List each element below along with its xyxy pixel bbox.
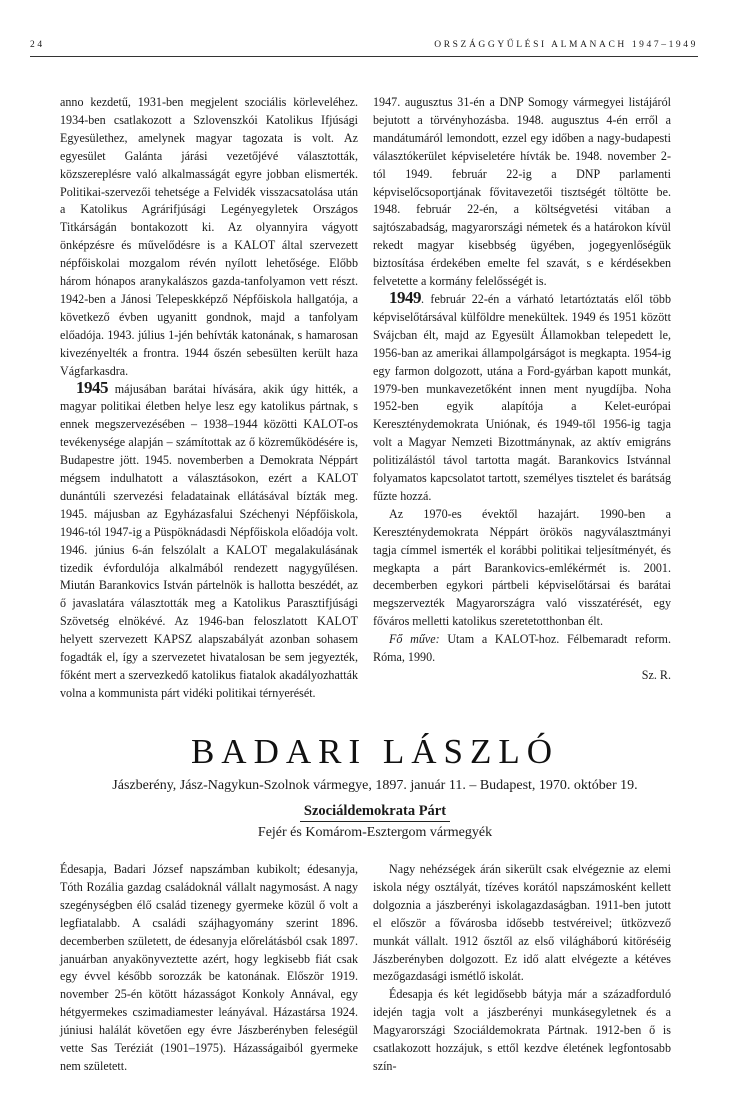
paragraph-text: . február 22-én a várható letartóztatás elől több képviselőtársával külföldre menekültek. 1949 és 1951 között Svájcban élt, majd az Egyesült Államokban telepedett le, 1956-ban az amerikai állampolgárságot is megkapta. 1954-ig egy farmon dolgozott, utána a Ford-gyárban kapott munkát, 1979-ben munkavezetőként innen ment nyugdíjba. Noha 1952-ben egyik alapítója a Kelet-európai Kereszténydemokrata Uniónak, és 1949-től 1956-ig tagja volt a Magyar Nemzeti Bizottmánynak, az aktív emigráns politizálástól távol tartotta magát. Barankovics Istvánnal folyamatos kapcsolatot tartott, személyes tisztelet és barátság fűzte hozzá. [373, 291, 671, 503]
bio-birth-death: Jászberény, Jász-Nagykun-Szolnok vármegye, 1897. január 11. – Budapest, 1970. október 19. [112, 778, 638, 793]
paragraph [373, 287, 671, 506]
paragraph: Nagy nehézségek árán sikerült csak elvégeznie az elemi iskola négy osztályát, tízéves korától napszámosként kellett dolgoznia a jászberényi iskolagazdaságban. 1911-ben jutott el először a fővárosba idősebb testvéreivel; ütközvező munkát vállalt. 1912 ősztől az első világháború kitöréséig Jászberényben dolgozott. Ez idő alatt elvégezte a kétéves mezőgazdasági ismétlő iskolát. [373, 862, 671, 984]
column-top-left [60, 94, 358, 704]
works-paragraph [373, 631, 671, 667]
bio-party: Szociáldemokrata Párt [300, 802, 450, 822]
paragraph: Édesapja, Badari József napszámban kubikolt; édesanyja, Tóth Rozália gazdag családoknál vállalt nagymosást. A nagy szegénységben élő család tizenegy gyermeke közül ő volt a legfiatalabb. A családi szájhagyomány szerint 1896. decemberben született, de édesanyja előrelátásból csak 1897. januárban anyakönyveztette azért, hogy legkisebb fiát csak egy évvel később sorozzák be katonának. Először 1919. november 25-én kötött házasságot Konkoly Annával, egy hétgyermekes cszimadiamester leányával. Házastársa 1924. júniusi halálát követően egy évre Jászberényben feleségül vette Sas Teréziát (1901–1975). Házasságaiból gyermeke nem született. [60, 862, 358, 1073]
works-text: Utam a KALOT-hoz. Félbemaradt reform. Róma, 1990. [373, 632, 671, 665]
author-signature: Sz. R. [641, 668, 671, 682]
column-bottom-right [373, 861, 671, 1081]
paragraph [60, 377, 358, 703]
year-initial: 1945 [76, 377, 108, 397]
publication-title: ORSZÁGGYŰLÉSI ALMANACH 1947–1949 [434, 40, 698, 50]
paragraph: anno kezdetű, 1931-ben megjelent szociális körleveléhez. 1934-ben csatlakozott a Szlovenszkói Katolikus Ifjúsági Egyesülethez, amelynek magyar tagozata is volt. Az egyesület Galánta járási vezetőjévé választották, közszereplésre való alkalmasságát egyre jobban elismerték. Politikai-szervezői tehetsége a Felvidék visszacsatolása után a Katolikus Agrárifjúsági Legényegyletek Országos Titkárságán bontakozott ki. Az olyannyira vágyott önképzésre és művelődésre is a KALOT által szervezett népfőiskolai mozgalom révén nyílott lehetősége. Előbb három hónapos aranykalászos gazda-tanfolyamon vett részt. 1942-ben a Jánosi Telepeskképző Népfőiskola hallgatója, a következő évben ugyanitt gondnok, majd a tanfolyam előadója. 1943. július 1-jén behívták katonának, s hamarosan kivezényelték a frontra. 1944 őszén sebesülten került haza Vágfarkasdra. [60, 95, 358, 378]
bio-counties: Fejér és Komárom-Esztergom vármegyék [257, 825, 493, 840]
bio-party-line [40, 802, 710, 822]
running-header [30, 40, 698, 57]
year-initial: 1949 [389, 287, 421, 307]
paragraph: Édesapja és két legidősebb bátyja már a századforduló idején tagja volt a jászberényi munkásegyletnek és a Magyarországi Szociáldemokrata Pártnak. 1912-ben ő is csatlakozott hozzájuk, s ettől kezdve életének legfontosabb szín- [373, 987, 671, 1073]
page-number: 24 [30, 40, 45, 50]
column-top-right [373, 94, 671, 684]
column-bottom-left [60, 861, 358, 1081]
bio-name: BADARI LÁSZLÓ [190, 732, 560, 771]
paragraph: 1947. augusztus 31-én a DNP Somogy vármegyei listájáról bejutott a törvényhozásba. 1948. augusztus 4-én erről a mandátumáról lemondott, ezzel egy időben a nagy-budapesti választókerület képviseletére hívták be. 1948. november 2-tól 1949. február 22-ig a DNP parlamenti képviselőcsoportjának fővitavezetői tisztségét töltötte be. 1948. február 22-én, a költségvetési vitában a sajtószabadság, magyarországi németek és a határokon kívül rekedt magyar kisebbség ügyében, jogegyenlőségük biztosítása érdekében emelte fel szavát, s e kérdésekben felvetette a kormány felelősségét is. [373, 95, 671, 289]
works-label: Fő műve: [389, 632, 440, 647]
paragraph-text: májusában barátai hívására, akik úgy hitték, a magyar politikai életben helye lesz egy katolikus pártnak, s ennek megszervezésében – 1938–1944 közötti KALOT-os tevékenysége alapján – számítottak az ő közreműködésére is, Budapestre jött. 1945. novemberben a Demokrata Néppárt mégsem indulhatott a választásokon, ezért a KALOT dunántúli szervezési feladatainak ellátásával bízták meg. 1945. májusban az Egyházasfalui Széchenyi Népfőiskola, 1946-tól 1947-ig a Püspöknádasdi Népfőiskola előadója volt. 1946. június 6-án felszólalt a KALOT megalakulásának tizedik évfordulója alkalmából rendezett nagygyűlésen. Miután Barankovics István pártelnök is hallotta beszédét, az ő javaslatára választották meg a Katolikus Parasztifjúsági Szövetség elnökévé. Az 1946-ban feloszlatott KALOT helyett szervezett KAPSZ alapszabályát azonban sohasem fogadták el, így a szervezetet hivatalosan be sem jegyezték, főként mert a szervezkedő katolikus fiatalok akadályozhatták volna a kommunista párt vidéki politikai térnyerését. [60, 381, 358, 700]
paragraph: Az 1970-es évektől hazajárt. 1990-ben a Kereszténydemokrata Néppárt örökös nagyválasztmányi tagja címmel ismerték el korábbi politikai teljesítményét, és megkapta a párt Barankovics-emlékérmét is. 2001. decemberben egykori pártbeli képviselőtársai és barátai megszervezték Magyarországra való visszatérését, egy főváros melletti katolikus szeretetotthonban élt. [373, 506, 671, 629]
